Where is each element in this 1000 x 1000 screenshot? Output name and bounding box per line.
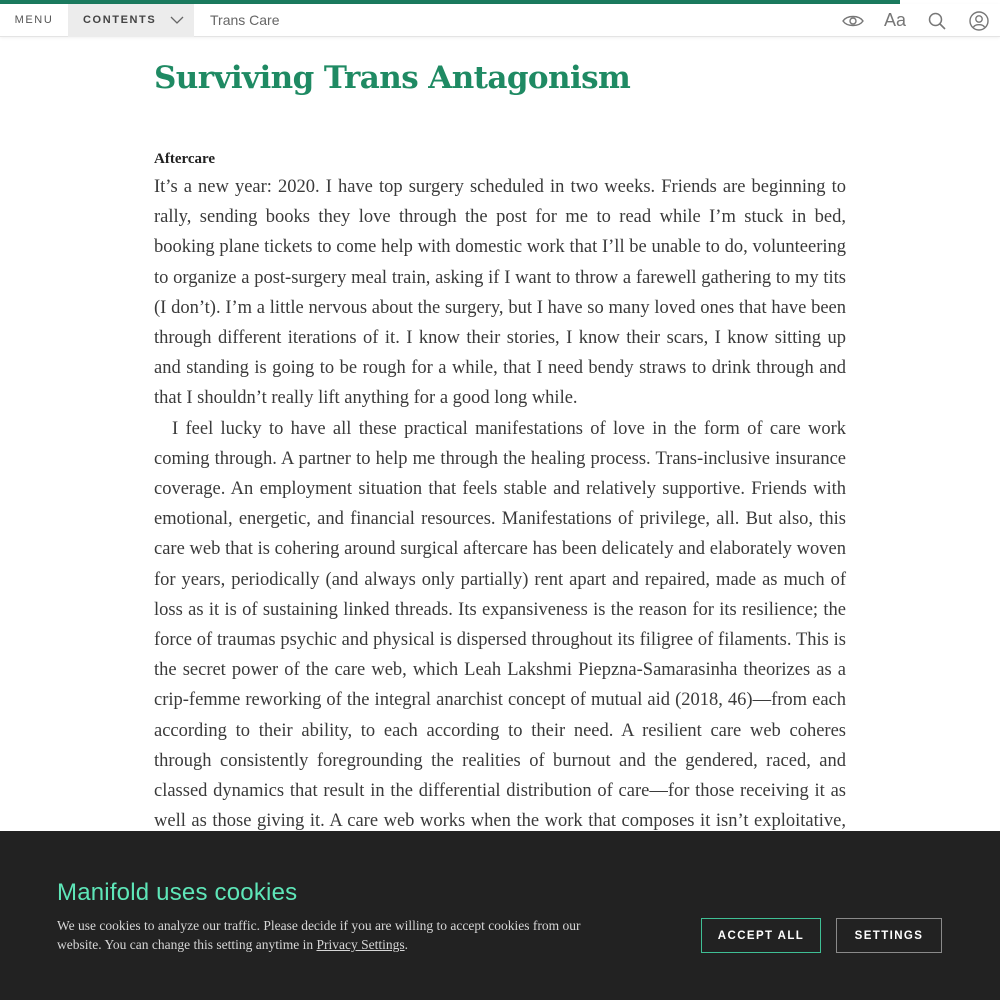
cookie-settings-button[interactable]: SETTINGS — [836, 918, 942, 953]
cookie-banner-text — [57, 916, 617, 954]
contents-label: CONTENTS — [83, 14, 157, 26]
paragraph: It’s a new year: 2020. I have top surgery scheduled in two weeks. Friends are beginning to rally, sending books they love through the post for me to read while I’m stuck in bed, booking plane tickets to come help with domestic work that I’ll be unable to do, volunteering to organize a post-surgery meal train, asking if I want to throw a farewell gathering to my tits (I don’t). I’m a little nervous about the surgery, but I have so many loved ones that have been through different iterations of it. I know their stories, I know their scars, I know sitting up and standing is going to be rough for a while, that I need bendy straws to drink through and that I shouldn’t really lift anything for a good long while. — [154, 177, 846, 409]
paragraph: I feel lucky to have all these practical manifestations of love in the form of care work coming through. A partner to help me through the healing process. Trans-inclusive insurance coverage. An employment situation that feels stable and relatively supportive. Friends with emotional, energetic, and financial resources. Manifestations of privilege, all. But also, this care web that is cohering around surgical aftercare has been delicately and elaborately woven for years, periodically (and always only partially) rent apart and repaired, made as much of loss as it is of sustaining linked threads. Its expansiveness is the reason for its resilience; the force of traumas psychic and physical is dispersed throughout its filigree of filaments. This is the secret power of the care web, which Leah Lakshmi Piepzna-Samarasinha theorizes as a crip-femme reworking of the integral anarchist concept of mutual aid (2018, 46)—from each according to their ability, to each according to their need. A resilient care web coheres through consistently foregrounding the realities of burnout and the gendered, raced, and classed dynamics that result in the differential distribution of care—for those receiving it as well as those giving it. A care web works when the work that composes it isn’t exploitative, — [154, 418, 846, 832]
menu-button[interactable]: MENU — [14, 14, 54, 26]
user-icon[interactable] — [958, 4, 1000, 37]
book-title-link[interactable]: Trans Care — [210, 12, 280, 28]
section-heading: Aftercare — [154, 151, 216, 167]
chevron-down-icon — [170, 16, 184, 24]
search-icon[interactable] — [916, 4, 958, 37]
header-icon-bar — [832, 4, 1000, 37]
privacy-settings-link[interactable]: Privacy Settings — [316, 937, 405, 952]
contents-button[interactable] — [68, 4, 194, 37]
chapter-title: Surviving Trans Antagonism — [154, 60, 631, 96]
reader-header — [0, 4, 1000, 37]
cookie-text-end: . — [404, 937, 408, 952]
cookie-text-body: We use cookies to analyze our traffic. Please decide if you are willing to accept cookies from our website. You can change this setting anytime in — [57, 918, 581, 952]
eye-icon[interactable] — [832, 4, 874, 37]
reader-main-text — [154, 58, 846, 867]
text-size-icon[interactable]: Aa — [883, 10, 907, 30]
cookie-banner — [0, 831, 1000, 1000]
cookie-banner-title: Manifold uses cookies — [57, 879, 298, 906]
accept-all-button[interactable]: ACCEPT ALL — [701, 918, 821, 953]
